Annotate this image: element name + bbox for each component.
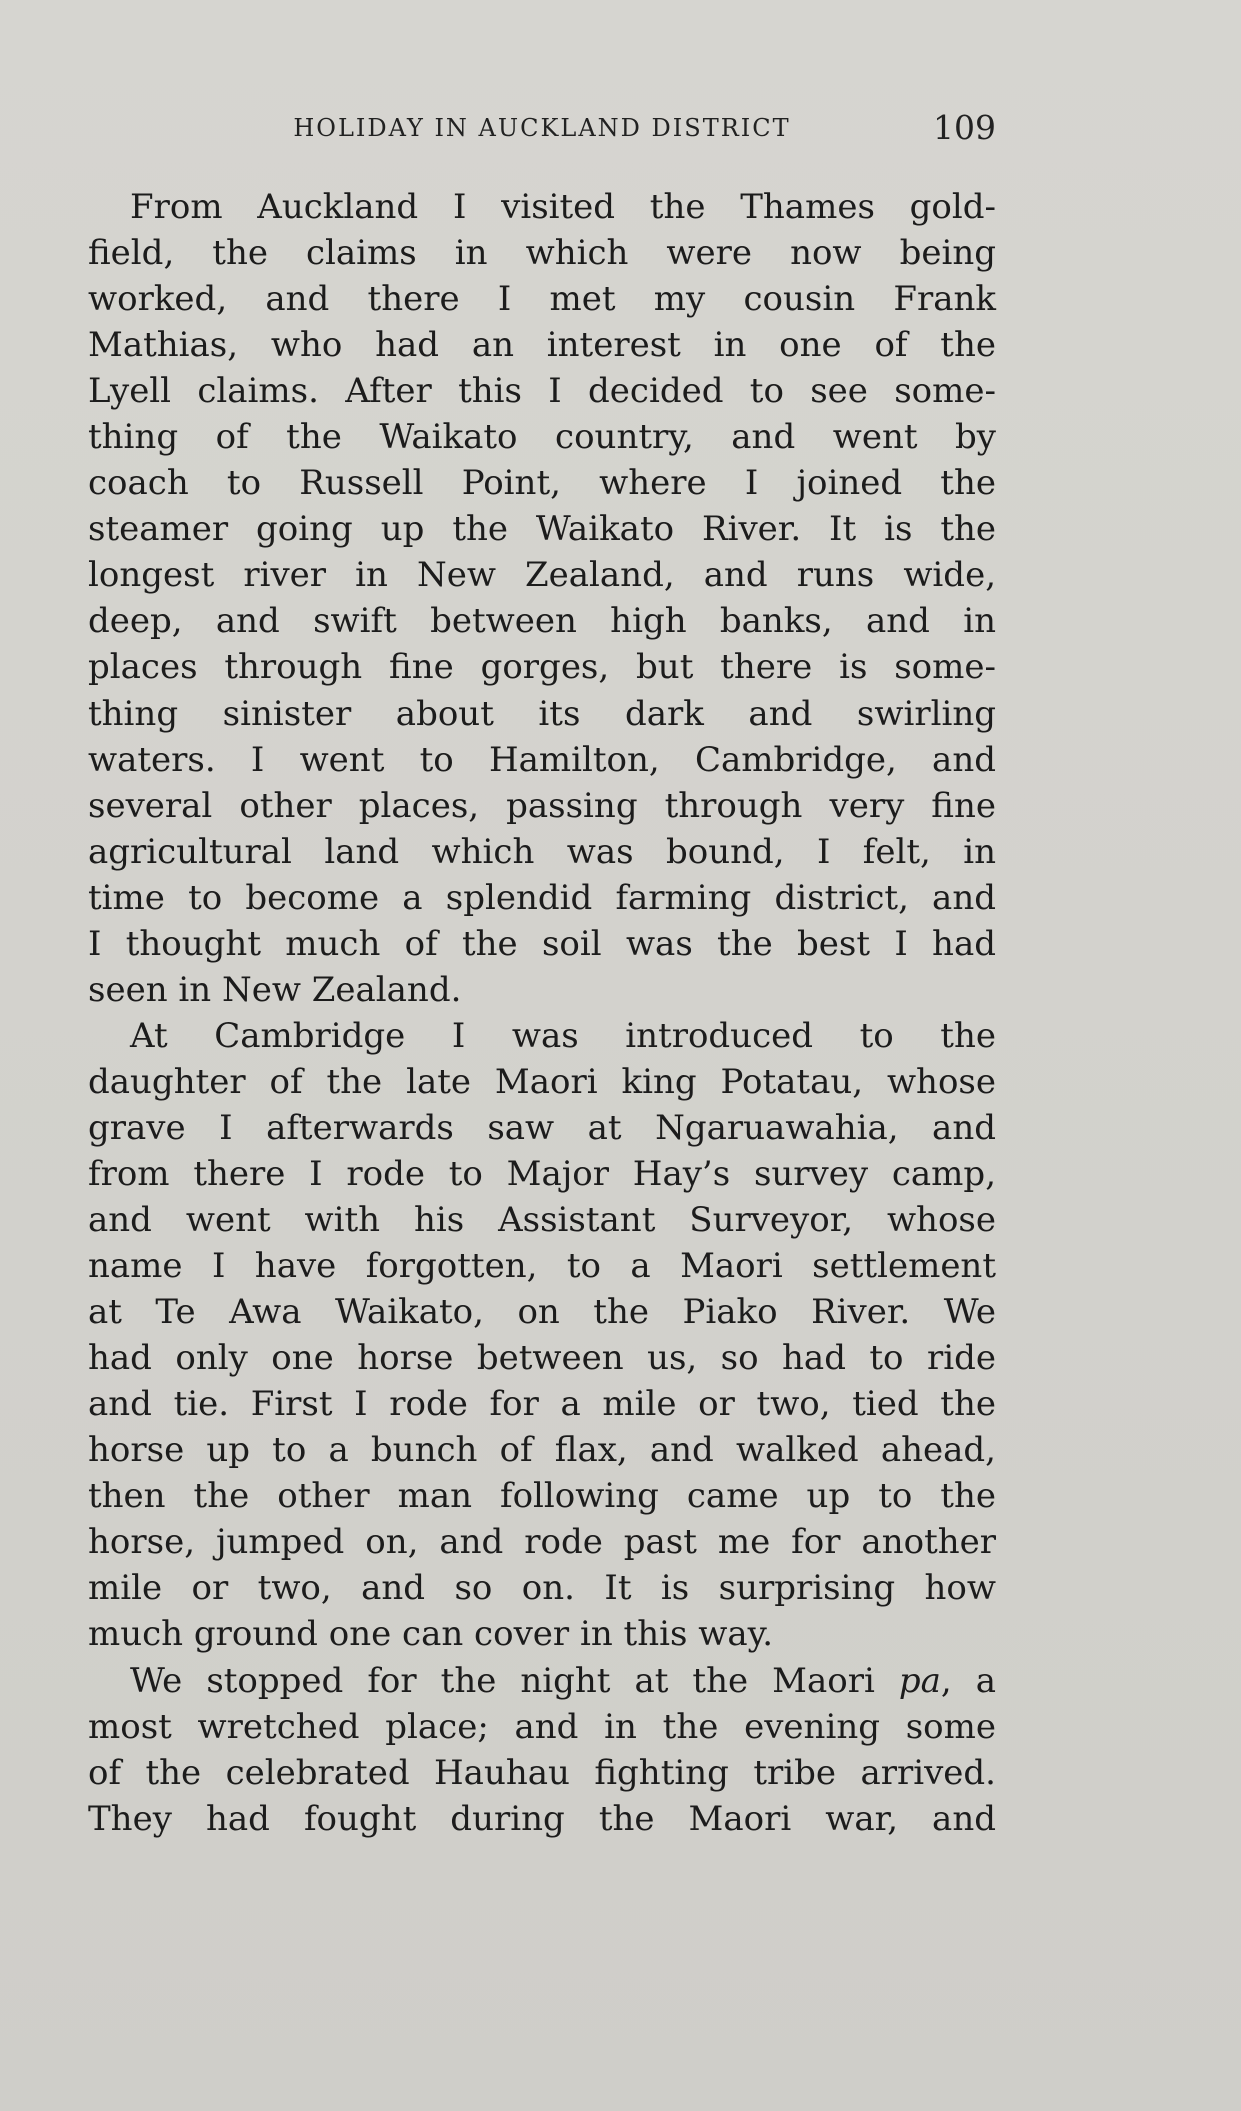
italic-word: pa	[898, 1660, 941, 1701]
text-line: coach to Russell Point, where I joined the	[88, 463, 996, 504]
text-line: time to become a splendid farming district, and	[88, 877, 996, 918]
text-line: mile or two, and so on. It is surprising how	[88, 1568, 996, 1609]
text-line: waters. I went to Hamilton, Cambridge, and	[88, 739, 996, 780]
text-line: agricultural land which was bound, I felt, in	[88, 831, 996, 872]
text-line: much ground one can cover in this way.	[88, 1614, 774, 1655]
text-line: deep, and swift between high banks, and in	[88, 601, 996, 642]
text-line: had only one horse between us, so had to ride	[88, 1338, 996, 1379]
text-segment: We stopped for the night at the Maori	[130, 1660, 899, 1701]
body-text	[88, 184, 996, 1842]
text-line: most wretched place; and in the evening some	[88, 1706, 996, 1747]
running-title: HOLIDAY IN AUCKLAND DISTRICT	[293, 114, 791, 142]
text-line: From Auckland I visited the Thames gold-	[130, 187, 996, 227]
text-line: seen in New Zealand.	[88, 969, 462, 1010]
text-line: then the other man following came up to the	[88, 1476, 996, 1517]
text-line: grave I afterwards saw at Ngaruawahia, and	[88, 1107, 996, 1148]
text-line: at Te Awa Waikato, on the Piako River. We	[88, 1292, 996, 1333]
text-line: Lyell claims. After this I decided to see some-	[88, 371, 996, 412]
text-line: name I have forgotten, to a Maori settlement	[88, 1246, 996, 1287]
text-line: thing of the Waikato country, and went by	[88, 417, 996, 458]
text-line: horse up to a bunch of flax, and walked ahead,	[88, 1430, 996, 1471]
text-line: and tie. First I rode for a mile or two, tied the	[88, 1384, 996, 1425]
text-line	[88, 1658, 996, 1704]
text-line: worked, and there I met my cousin Frank	[88, 279, 996, 320]
text-line: daughter of the late Maori king Potatau, whose	[88, 1061, 996, 1102]
text-line: longest river in New Zealand, and runs wide,	[88, 555, 996, 596]
text-segment: , a	[940, 1660, 996, 1701]
running-head	[88, 108, 996, 148]
text-line: At Cambridge I was introduced to the	[130, 1015, 996, 1056]
page-number: 109	[933, 108, 996, 147]
text-line: from there I rode to Major Hay’s survey camp,	[88, 1153, 996, 1194]
text-line: horse, jumped on, and rode past me for another	[88, 1522, 996, 1563]
text-line: field, the claims in which were now being	[88, 233, 996, 274]
text-line: steamer going up the Waikato River. It is the	[88, 509, 996, 550]
text-line: I thought much of the soil was the best I had	[88, 923, 996, 964]
text-line: places through fine gorges, but there is some-	[88, 647, 996, 688]
text-line: Mathias, who had an interest in one of the	[88, 325, 996, 366]
text-line: thing sinister about its dark and swirling	[88, 693, 996, 734]
text-line: several other places, passing through very fine	[88, 785, 996, 826]
text-line: of the celebrated Hauhau fighting tribe arrived.	[88, 1752, 996, 1793]
text-line: They had fought during the Maori war, and	[88, 1798, 996, 1839]
text-line: and went with his Assistant Surveyor, whose	[88, 1200, 996, 1241]
